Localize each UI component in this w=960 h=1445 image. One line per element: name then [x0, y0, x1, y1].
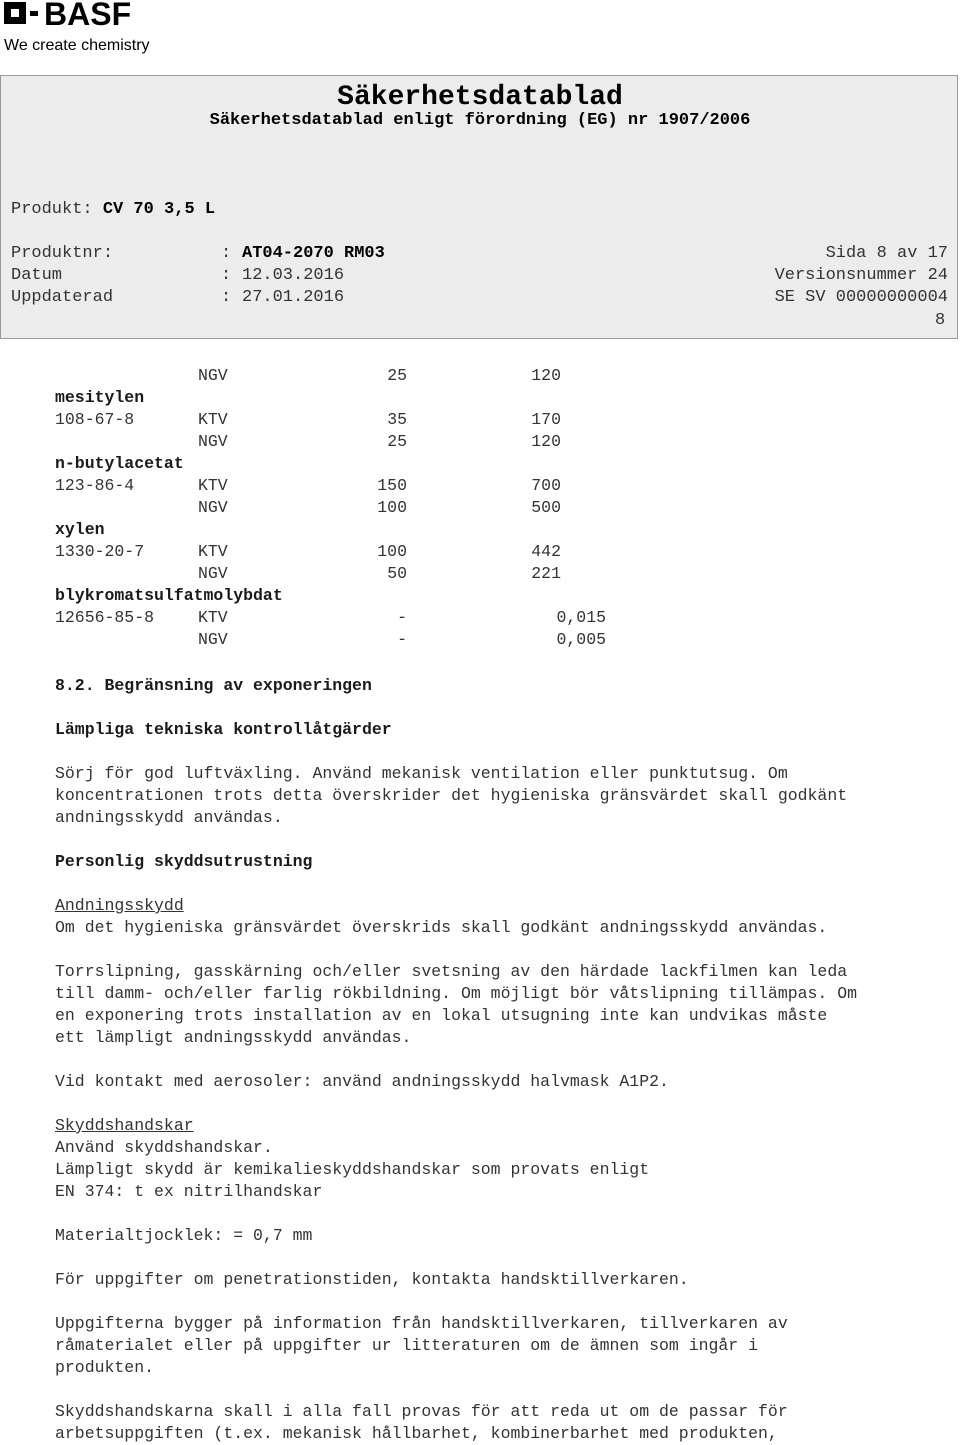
text-line: Använd skyddshandskar.: [55, 1138, 273, 1157]
limit-type: NGV: [198, 630, 228, 649]
tech-controls-heading: Lämpliga tekniska kontrollåtgärder: [55, 720, 392, 739]
limit-value-ppm: 50: [387, 564, 407, 583]
limit-type: KTV: [198, 476, 228, 495]
text-line: andningsskydd användas.: [55, 808, 283, 827]
aerosol-text: Vid kontakt med aerosoler: använd andningsskydd halvmask A1P2.: [55, 1072, 669, 1091]
cas-number: 1330-20-7: [55, 542, 145, 561]
text-line: Sörj för god luftväxling. Använd mekanisk ventilation eller punktutsug. Om: [55, 764, 788, 783]
text-line: råmaterialet eller på uppgifter ur litteraturen om de ämnen som ingår i: [55, 1336, 759, 1355]
limit-value-mg: 120: [531, 366, 561, 385]
penetration-text: För uppgifter om penetrationstiden, kontakta handsktillverkaren.: [55, 1270, 689, 1289]
section-heading: 8.2. Begränsning av exponeringen: [55, 676, 372, 695]
limit-value-ppm: -: [397, 630, 407, 649]
header-row-value: AT04-2070 RM03: [242, 244, 385, 263]
page-subtitle: Säkerhetsdatablad enligt förordning (EG) nr 1907/2006: [209, 111, 751, 130]
substance-name: xylen: [55, 520, 105, 539]
text-line: ett lämpligt andningsskydd användas.: [55, 1028, 412, 1047]
limit-value-ppm: 35: [387, 410, 407, 429]
text-line: EN 374: t ex nitrilhandskar: [55, 1182, 323, 1201]
header-row-info: Versionsnummer 24: [774, 266, 948, 285]
page-title: Säkerhetsdatablad: [337, 82, 623, 113]
gloves-text: [55, 1137, 649, 1203]
basf-logo-dash: [30, 11, 38, 16]
product-line: [11, 199, 215, 221]
limit-type: KTV: [198, 542, 228, 561]
header-row-info: SE SV 00000000004: [774, 288, 948, 307]
limit-type: NGV: [198, 498, 228, 517]
text-line: arbetsuppgiften (t.ex. mekanisk hållbarhet, kombinerbarhet med produkten,: [55, 1424, 778, 1443]
limit-value-ppm: 150: [377, 476, 407, 495]
limit-value-ppm: 100: [377, 542, 407, 561]
header-row-info: Sida 8 av 17: [825, 244, 948, 263]
text-line: koncentrationen trots detta överskrider det hygieniska gränsvärdet skall godkänt: [55, 786, 848, 805]
grinding-text: [55, 961, 857, 1049]
header-row-value: 12.03.2016: [242, 266, 345, 285]
substance-name: blykromatsulfatmolybdat: [55, 586, 283, 605]
header-row-separator: :: [221, 288, 232, 307]
limit-value-mg: 170: [531, 410, 561, 429]
header-row-value: 27.01.2016: [242, 288, 345, 307]
limit-value-mg: 700: [531, 476, 561, 495]
header-row-separator: :: [221, 244, 232, 263]
header-row-separator: :: [221, 266, 232, 285]
substance-name: n-butylacetat: [55, 454, 184, 473]
limit-value-ppm: 25: [387, 366, 407, 385]
substance-name: mesitylen: [55, 388, 145, 407]
limit-value-mg: 120: [531, 432, 561, 451]
respiratory-text: Om det hygieniska gränsvärdet överskrids skall godkänt andningsskydd användas.: [55, 918, 828, 937]
text-line: en exponering trots installation av en lokal utsugning inte kan undvikas måste: [55, 1006, 828, 1025]
tech-controls-text: [55, 763, 847, 829]
final-text: [55, 1401, 788, 1445]
limit-value-ppm: 100: [377, 498, 407, 517]
page-marker: 8: [935, 311, 946, 330]
text-line: Torrslipning, gasskärning och/eller svetsning av den härdade lackfilmen kan leda: [55, 962, 848, 981]
limit-type: NGV: [198, 564, 228, 583]
limit-value-mg: 0,005: [556, 630, 606, 649]
text-line: till damm- och/eller farlig rökbildning. Om möjligt bör våtslipning tillämpas. Om: [55, 984, 858, 1003]
header-row-label: Uppdaterad: [11, 288, 114, 307]
limit-type: KTV: [198, 608, 228, 627]
text-line: Uppgifterna bygger på information från handsktillverkaren, tillverkaren av: [55, 1314, 788, 1333]
logo-brand: BASF: [44, 0, 132, 32]
limit-value-mg: 221: [531, 564, 561, 583]
cas-number: 123-86-4: [55, 476, 135, 495]
limit-type: NGV: [198, 432, 228, 451]
limit-type: KTV: [198, 410, 228, 429]
cas-number: 12656-85-8: [55, 608, 155, 627]
limit-value-ppm: -: [397, 608, 407, 627]
basf-logo-square-inner: [11, 9, 19, 17]
text-line: Skyddshandskarna skall i alla fall provas för att reda ut om de passar för: [55, 1402, 788, 1421]
logo-tagline: We create chemistry: [4, 37, 150, 54]
respiratory-heading: Andningsskydd: [55, 896, 184, 915]
gloves-heading: Skyddshandskar: [55, 1116, 194, 1135]
cas-number: 108-67-8: [55, 410, 135, 429]
limit-value-ppm: 25: [387, 432, 407, 451]
product-label: Produkt:: [11, 200, 93, 219]
text-line: produkten.: [55, 1358, 155, 1377]
text-line: Lämpligt skydd är kemikalieskyddshandskar som provats enligt: [55, 1160, 650, 1179]
limit-value-mg: 0,015: [556, 608, 606, 627]
info-text: [55, 1313, 788, 1379]
header-row-label: Datum: [11, 266, 63, 285]
thickness-text: Materialtjocklek: = 0,7 mm: [55, 1226, 313, 1245]
ppe-heading: Personlig skyddsutrustning: [55, 852, 313, 871]
header-row-label: Produktnr:: [11, 244, 114, 263]
limit-value-mg: 500: [531, 498, 561, 517]
limit-type: NGV: [198, 366, 228, 385]
product-value: CV 70 3,5 L: [102, 200, 216, 219]
limit-value-mg: 442: [531, 542, 561, 561]
